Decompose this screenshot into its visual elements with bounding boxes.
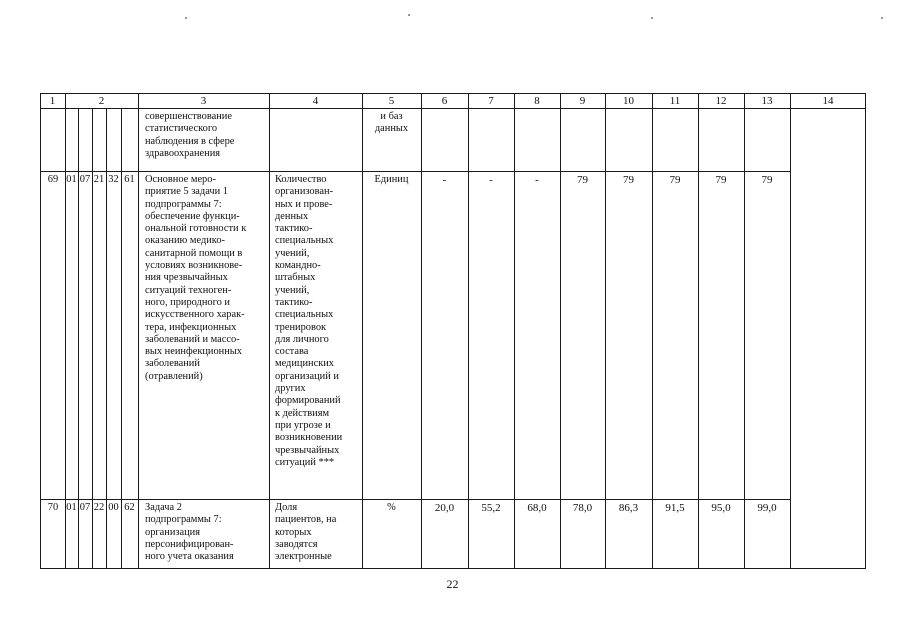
row-1-unit: и баз данных	[374, 111, 409, 135]
row-3-value-8: 68,0	[527, 502, 547, 514]
row-2-value-6: -	[442, 174, 447, 186]
header-col-14: 14	[822, 95, 834, 107]
header-col-4: 4	[312, 95, 319, 107]
row-3-value-13: 99,0	[757, 502, 777, 514]
row-2-code-4: 32	[108, 174, 119, 185]
row-3-code-2: 07	[79, 502, 91, 513]
row-2-name: Основное меро- приятие 5 задачи 1 подпрограммы 7: обеспечение функци- ональной готовности к оказанию медико- санитарной помощи в условиях возникнове- ния чрезвычайных ситуаций техноген- ного, природного и искусственного харак- тера, инфекционных заболеваний и массо- вых неинфекционных заболеваний (отравлений)	[145, 174, 247, 382]
row-3-code-3: 22	[93, 502, 105, 513]
row-2-value-7: -	[489, 174, 493, 186]
header-col-7: 7	[488, 95, 494, 107]
row-3-value-11: 91,5	[665, 502, 685, 514]
header-col-9: 9	[579, 95, 586, 107]
header-col-3: 3	[200, 95, 207, 107]
header-col-5: 5	[388, 95, 395, 107]
row-3-code-1: 01	[66, 502, 77, 513]
row-3-value-7: 55,2	[481, 502, 501, 514]
row-3-value-10: 86,3	[618, 502, 639, 514]
header-col-10: 10	[623, 95, 634, 107]
page-number: 22	[446, 577, 459, 591]
row-3-value-9: 78,0	[572, 502, 593, 514]
row-2-value-10: 79	[623, 174, 634, 186]
row-2-value-11: 79	[669, 174, 681, 186]
row-2-code-3: 21	[93, 174, 105, 185]
row-2-unit: Единиц	[374, 174, 409, 185]
row-2-value-9: 79	[577, 174, 588, 186]
row-3-value-6: 20,0	[434, 502, 455, 514]
row-3-unit: %	[387, 502, 396, 513]
header-col-13: 13	[761, 95, 773, 107]
header-col-2: 2	[98, 95, 105, 107]
scan-speck	[408, 14, 410, 16]
header-col-11: 11	[669, 95, 681, 107]
row-3-indicator: Доля пациентов, на которых заводятся электронные	[275, 502, 337, 563]
row-2-value-12: 79	[715, 174, 727, 186]
row-2-indicator: Количество организован- ных и прове- денных тактико- специальных учений, командно- штабных учений, тактико- специальных тренировок для личного состава медицинских организаций и других формирований к действиям при угрозе и возникновении чрезвычайных ситуаций ***	[275, 174, 343, 468]
row-3-code-5: 62	[124, 502, 135, 513]
header-col-8: 8	[534, 95, 540, 107]
row-3-value-12: 95,0	[711, 502, 731, 514]
row-2-value-13: 79	[761, 174, 773, 186]
row-2-code-5: 61	[124, 174, 135, 185]
header-col-6: 6	[441, 95, 448, 107]
row-1-name: совершенствование статистического наблюдения в сфере здравоохранения	[145, 111, 235, 159]
row-2-number: 69	[47, 174, 59, 185]
scan-speck	[881, 17, 883, 19]
header-col-1: 1	[49, 95, 56, 107]
row-3-code-4: 00	[108, 502, 119, 513]
indicator-table	[40, 93, 866, 569]
row-2-code-1: 01	[66, 174, 77, 185]
row-2-value-8: -	[535, 174, 539, 186]
row-3-name: Задача 2 подпрограммы 7: организация персонифицирован- ного учета оказания	[145, 502, 234, 563]
scan-speck	[185, 17, 187, 19]
header-col-12: 12	[715, 95, 727, 107]
row-2-code-2: 07	[79, 174, 91, 185]
row-3-number: 70	[47, 502, 59, 513]
scan-speck	[651, 17, 653, 19]
